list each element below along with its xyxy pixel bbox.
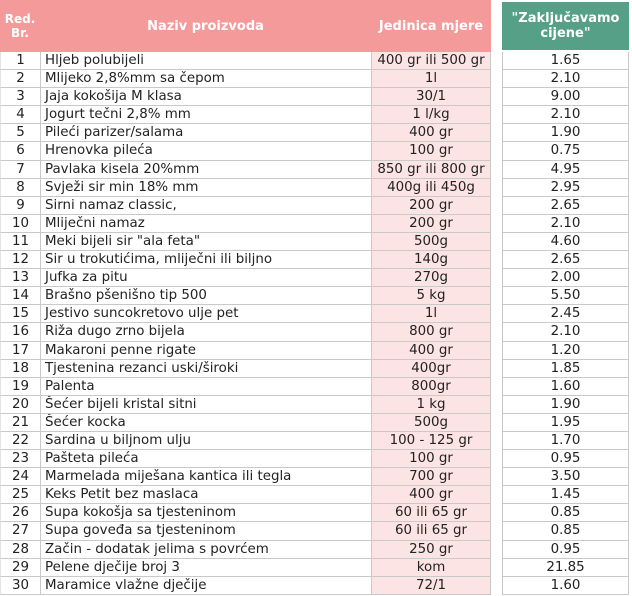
- price-value: 2.95: [502, 179, 629, 197]
- product-name: Hljeb polubijeli: [40, 52, 371, 70]
- product-name: Pašteta pileća: [40, 450, 371, 468]
- price-value: 2.65: [502, 251, 629, 269]
- unit-of-measure: 500g: [371, 414, 491, 432]
- unit-of-measure: 270g: [371, 269, 491, 287]
- unit-of-measure: 72/1: [371, 577, 491, 595]
- row-number: 1: [0, 52, 40, 70]
- price-value: 1.65: [502, 52, 629, 70]
- unit-of-measure: 400 gr: [371, 124, 491, 142]
- unit-of-measure: 30/1: [371, 88, 491, 106]
- price-value: 2.65: [502, 197, 629, 215]
- price-value: 21.85: [502, 559, 629, 577]
- product-name: Marmelada miješana kantica ili tegla: [40, 468, 371, 486]
- product-name: Jogurt tečni 2,8% mm: [40, 106, 371, 124]
- table-row: [0, 197, 632, 215]
- product-name: Sirni namaz classic,: [40, 197, 371, 215]
- table-row: [0, 106, 632, 124]
- table-row: [0, 52, 632, 70]
- table-row: [0, 577, 632, 595]
- row-number: 12: [0, 251, 40, 269]
- price-value: 1.90: [502, 396, 629, 414]
- table-row: [0, 287, 632, 305]
- unit-of-measure: 400g ili 450g: [371, 179, 491, 197]
- table-row: [0, 450, 632, 468]
- price-value: 1.60: [502, 577, 629, 595]
- price-value: 2.00: [502, 269, 629, 287]
- price-value: 1.45: [502, 486, 629, 504]
- price-value: 1.85: [502, 360, 629, 378]
- table-row: [0, 269, 632, 287]
- product-name: Riža dugo zrno bijela: [40, 323, 371, 341]
- unit-of-measure: 800gr: [371, 378, 491, 396]
- unit-of-measure: kom: [371, 559, 491, 577]
- table-row: [0, 414, 632, 432]
- table-row: [0, 504, 632, 522]
- unit-of-measure: 100 - 125 gr: [371, 432, 491, 450]
- product-name: Šećer kocka: [40, 414, 371, 432]
- header-row-number-label: Red. Br.: [4, 12, 36, 40]
- table-row: [0, 432, 632, 450]
- price-value: 0.75: [502, 142, 629, 160]
- price-value: 2.10: [502, 106, 629, 124]
- row-number: 7: [0, 161, 40, 179]
- unit-of-measure: 100 gr: [371, 450, 491, 468]
- product-name: Maramice vlažne dječije: [40, 577, 371, 595]
- unit-of-measure: 100 gr: [371, 142, 491, 160]
- row-number: 16: [0, 323, 40, 341]
- row-number: 2: [0, 70, 40, 88]
- price-value: 2.10: [502, 323, 629, 341]
- unit-of-measure: 1l: [371, 70, 491, 88]
- unit-of-measure: 60 ili 65 gr: [371, 504, 491, 522]
- product-name: Šećer bijeli kristal sitni: [40, 396, 371, 414]
- product-name: Makaroni penne rigate: [40, 342, 371, 360]
- row-number: 18: [0, 360, 40, 378]
- row-number: 15: [0, 305, 40, 323]
- product-name: Pileći parizer/salama: [40, 124, 371, 142]
- unit-of-measure: 200 gr: [371, 215, 491, 233]
- product-name: Sir u trokutićima, mliječni ili biljno: [40, 251, 371, 269]
- table-header: [0, 0, 632, 52]
- header-row-number: [0, 0, 40, 52]
- product-name: Pavlaka kisela 20%mm: [40, 161, 371, 179]
- table-row: [0, 161, 632, 179]
- price-value: 5.50: [502, 287, 629, 305]
- price-value: 4.95: [502, 161, 629, 179]
- header-unit: Jedinica mjere: [371, 0, 491, 52]
- table-row: [0, 342, 632, 360]
- price-value: 2.45: [502, 305, 629, 323]
- table-row: [0, 233, 632, 251]
- product-name: Pelene dječije broj 3: [40, 559, 371, 577]
- unit-of-measure: 140g: [371, 251, 491, 269]
- table-body: [0, 52, 632, 595]
- row-number: 17: [0, 342, 40, 360]
- product-name: Tjestenina rezanci uski/široki: [40, 360, 371, 378]
- row-number: 24: [0, 468, 40, 486]
- table-row: [0, 559, 632, 577]
- row-number: 13: [0, 269, 40, 287]
- price-value: 0.85: [502, 522, 629, 540]
- product-name: Sardina u biljnom ulju: [40, 432, 371, 450]
- price-value: 0.85: [502, 504, 629, 522]
- header-locked-price: "Zaključavamo cijene": [502, 2, 629, 50]
- unit-of-measure: 500g: [371, 233, 491, 251]
- unit-of-measure: 400 gr: [371, 486, 491, 504]
- price-value: 1.90: [502, 124, 629, 142]
- product-name: Mlijeko 2,8%mm sa čepom: [40, 70, 371, 88]
- product-name: Jufka za pitu: [40, 269, 371, 287]
- row-number: 29: [0, 559, 40, 577]
- price-value: 1.70: [502, 432, 629, 450]
- price-value: 2.10: [502, 215, 629, 233]
- row-number: 19: [0, 378, 40, 396]
- table-row: [0, 142, 632, 160]
- unit-of-measure: 5 kg: [371, 287, 491, 305]
- unit-of-measure: 850 gr ili 800 gr: [371, 161, 491, 179]
- table-row: [0, 251, 632, 269]
- table-row: [0, 486, 632, 504]
- row-number: 14: [0, 287, 40, 305]
- row-number: 22: [0, 432, 40, 450]
- row-number: 8: [0, 179, 40, 197]
- unit-of-measure: 1 l/kg: [371, 106, 491, 124]
- row-number: 9: [0, 197, 40, 215]
- table-row: [0, 88, 632, 106]
- price-value: 9.00: [502, 88, 629, 106]
- price-value: 3.50: [502, 468, 629, 486]
- row-number: 28: [0, 541, 40, 559]
- table-row: [0, 179, 632, 197]
- row-number: 5: [0, 124, 40, 142]
- table-row: [0, 522, 632, 540]
- row-number: 30: [0, 577, 40, 595]
- table-row: [0, 70, 632, 88]
- row-number: 21: [0, 414, 40, 432]
- row-number: 25: [0, 486, 40, 504]
- row-number: 11: [0, 233, 40, 251]
- table-row: [0, 378, 632, 396]
- unit-of-measure: 250 gr: [371, 541, 491, 559]
- product-name: Supa goveđa sa tjesteninom: [40, 522, 371, 540]
- unit-of-measure: 800 gr: [371, 323, 491, 341]
- table-row: [0, 396, 632, 414]
- price-value: 2.10: [502, 70, 629, 88]
- product-name: Meki bijeli sir "ala feta": [40, 233, 371, 251]
- table-row: [0, 360, 632, 378]
- unit-of-measure: 1 kg: [371, 396, 491, 414]
- unit-of-measure: 400 gr ili 500 gr: [371, 52, 491, 70]
- product-name: Hrenovka pileća: [40, 142, 371, 160]
- product-name: Jestivo suncokretovo ulje pet: [40, 305, 371, 323]
- row-number: 10: [0, 215, 40, 233]
- product-name: Palenta: [40, 378, 371, 396]
- row-number: 27: [0, 522, 40, 540]
- product-name: Supa kokošja sa tjesteninom: [40, 504, 371, 522]
- table-row: [0, 541, 632, 559]
- row-number: 20: [0, 396, 40, 414]
- product-name: Mliječni namaz: [40, 215, 371, 233]
- row-number: 3: [0, 88, 40, 106]
- product-name: Začin - dodatak jelima s povrćem: [40, 541, 371, 559]
- row-number: 6: [0, 142, 40, 160]
- row-number: 4: [0, 106, 40, 124]
- price-value: 4.60: [502, 233, 629, 251]
- table-row: [0, 124, 632, 142]
- table-row: [0, 215, 632, 233]
- table-row: [0, 305, 632, 323]
- unit-of-measure: 200 gr: [371, 197, 491, 215]
- row-number: 23: [0, 450, 40, 468]
- price-value: 1.20: [502, 342, 629, 360]
- price-value: 1.60: [502, 378, 629, 396]
- row-number: 26: [0, 504, 40, 522]
- table-row: [0, 323, 632, 341]
- product-name: Keks Petit bez maslaca: [40, 486, 371, 504]
- header-product-name: Naziv proizvoda: [40, 0, 371, 52]
- unit-of-measure: 60 ili 65 gr: [371, 522, 491, 540]
- price-value: 0.95: [502, 450, 629, 468]
- unit-of-measure: 700 gr: [371, 468, 491, 486]
- product-name: Brašno pšenišno tip 500: [40, 287, 371, 305]
- table-row: [0, 468, 632, 486]
- unit-of-measure: 400 gr: [371, 342, 491, 360]
- price-value: 0.95: [502, 541, 629, 559]
- product-name: Svježi sir min 18% mm: [40, 179, 371, 197]
- unit-of-measure: 400gr: [371, 360, 491, 378]
- unit-of-measure: 1l: [371, 305, 491, 323]
- price-value: 1.95: [502, 414, 629, 432]
- product-name: Jaja kokošija M klasa: [40, 88, 371, 106]
